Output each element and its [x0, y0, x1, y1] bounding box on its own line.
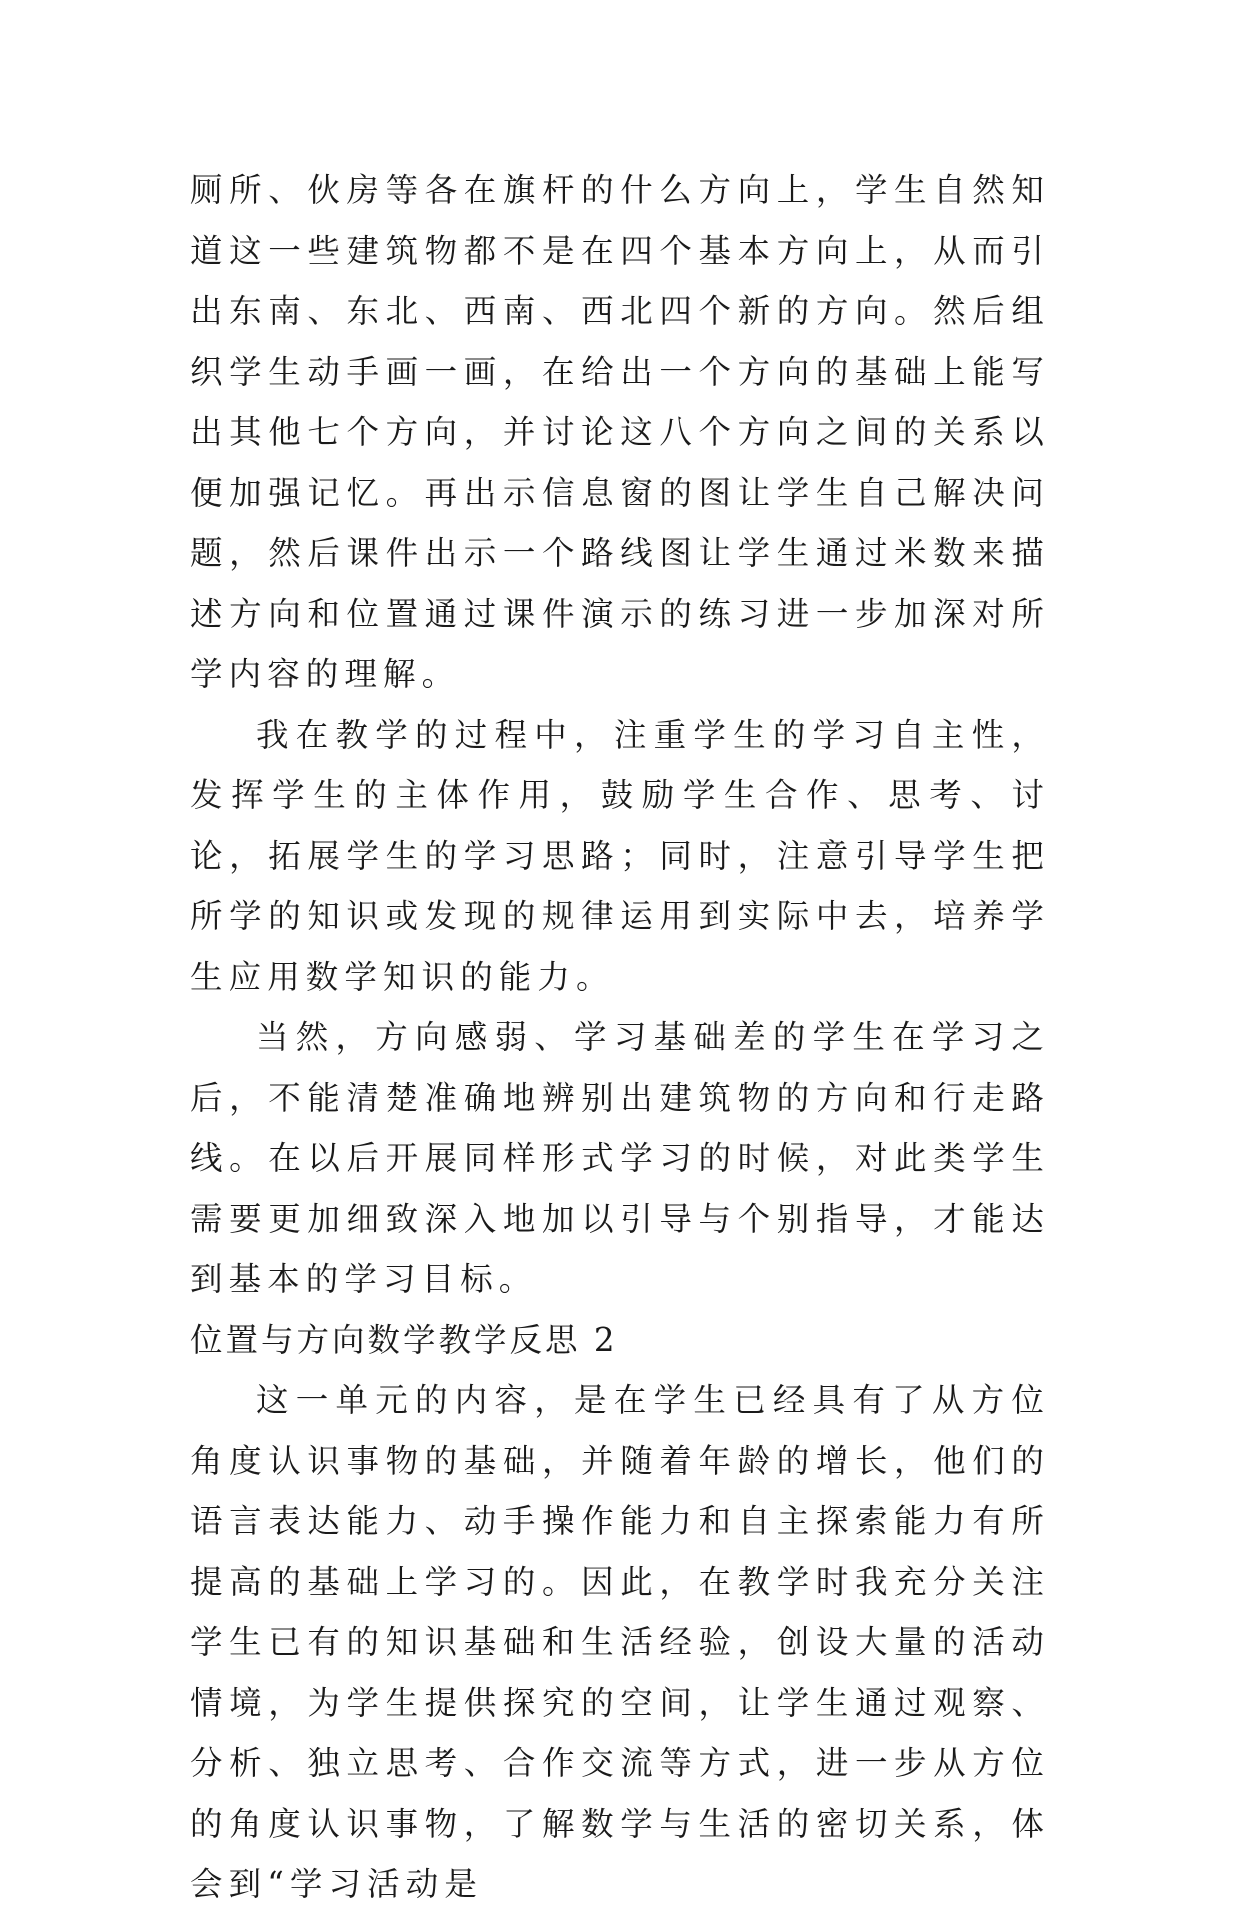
paragraph-unit-content: 这一单元的内容，是在学生已经具有了从方位角度认识事物的基础，并随着年龄的增长，他们的语言表达能力、动手操作能力和自主探索能力有所提高的基础上学习的。因此，在教学时我充分关注学生已有的知识基础和生活经验，创设大量的活动情境，为学生提供探究的空间，让学生通过观察、分析、独立思考、合作交流等方式，进一步从方位的角度认识事物，了解数学与生活的密切关系，体会到“学习活动是 [190, 1381, 1050, 1903]
paragraph-weak-students: 当然，方向感弱、学习基础差的学生在学习之后，不能清楚准确地辨别出建筑物的方向和行走路线。在以后开展同样形式学习的时候，对此类学生需要更加细致深入地加以引导与个别指导，才能达到基本的学习目标。 [190, 1018, 1050, 1298]
document-body [190, 160, 1050, 1915]
paragraph-teaching-focus: 我在教学的过程中，注重学生的学习自主性，发挥学生的主体作用，鼓励学生合作、思考、讨论，拓展学生的学习思路；同时，注意引导学生把所学的知识或发现的规律运用到实际中去，培养学生应用数学知识的能力。 [190, 715, 1050, 996]
section-heading: 位置与方向数学教学反思 2 [190, 1320, 618, 1359]
paragraph-continuation: 厕所、伙房等各在旗杆的什么方向上，学生自然知道这一些建筑物都不是在四个基本方向上，从而引出东南、东北、西南、西北四个新的方向。然后组织学生动手画一画，在给出一个方向的基础上能写出其他七个方向，并讨论这八个方向之间的关系以便加强记忆。再出示信息窗的图让学生自己解决问题，然后课件出示一个路线图让学生通过米数来描述方向和位置通过课件演示的练习进一步加深对所学内容的理解。 [190, 171, 1050, 693]
